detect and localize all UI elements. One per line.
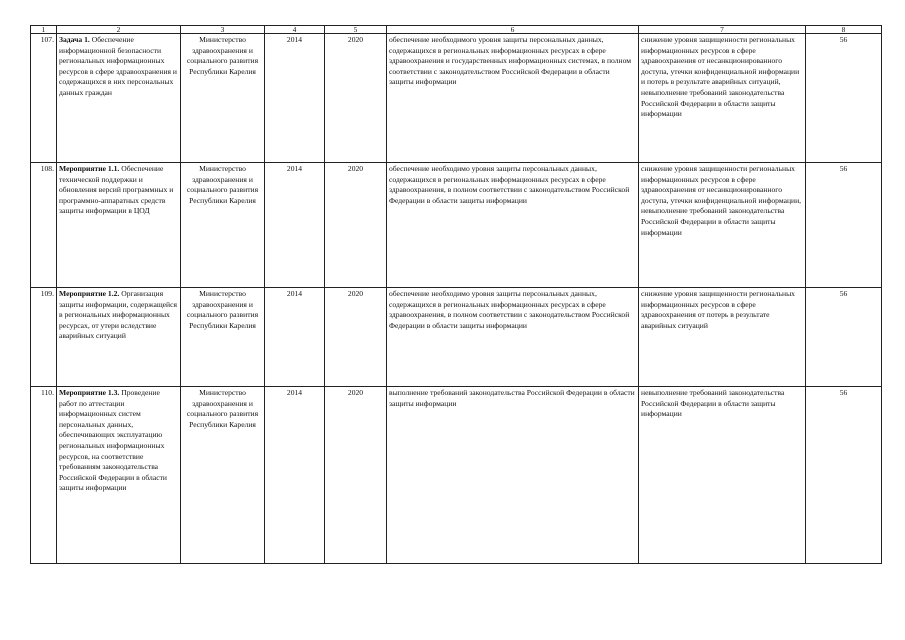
consequence-cell: невыполнение требований законодательства Российской Федерации в области защиты информации <box>639 387 806 564</box>
column-number: 8 <box>806 26 882 34</box>
start-year-cell: 2014 <box>265 387 325 564</box>
column-number: 4 <box>265 26 325 34</box>
table-row <box>31 387 882 564</box>
reference-cell: 56 <box>806 34 882 163</box>
reference-cell: 56 <box>806 163 882 288</box>
expected-result-cell: обеспечение необходимого уровня защиты персональных данных, содержащихся в региональных информационных ресурсах в сфере здравоохранения и государственных информационных системах, в полном соответствии с законодательством Российской Федерации в области защиты информации <box>387 34 639 163</box>
row-number: 110. <box>31 387 57 564</box>
measure-title: Мероприятие 1.2. <box>59 289 120 298</box>
expected-result-cell: выполнение требований законодательства Российской Федерации в области защиты информации <box>387 387 639 564</box>
executor-cell: Министерство здравоохранения и социального развития Республики Карелия <box>181 34 265 163</box>
measure-title: Мероприятие 1.1. <box>59 164 120 173</box>
measure-description: Обеспечение технической поддержки и обновления версий программных и программно-аппаратных средств защиты информации в ЦОД <box>59 164 174 216</box>
measure-description: Организация защиты информации, содержащейся в региональных информационных ресурсах, от утери вследствие аварийных ситуаций <box>59 289 177 341</box>
row-number: 108. <box>31 163 57 288</box>
measure-description: Проведение работ по аттестации информационных систем персональных данных, обеспечивающих эксплуатацию региональных информационных ресурсов, на соответствие требованиям законодательства Российской Федерации в области защиты информации <box>59 388 167 493</box>
end-year-cell: 2020 <box>325 34 387 163</box>
end-year-cell: 2020 <box>325 163 387 288</box>
column-number: 6 <box>387 26 639 34</box>
measure-name-cell <box>57 387 181 564</box>
column-number: 7 <box>639 26 806 34</box>
start-year-cell: 2014 <box>265 34 325 163</box>
column-number: 3 <box>181 26 265 34</box>
measure-description: Обеспечение информационной безопасности региональных информационных ресурсов в сфере здравоохранения и содержащихся в них персональных данных граждан <box>59 35 177 97</box>
column-number: 2 <box>57 26 181 34</box>
measure-title: Задача 1. <box>59 35 90 44</box>
reference-cell: 56 <box>806 387 882 564</box>
table-row <box>31 163 882 288</box>
column-number: 1 <box>31 26 57 34</box>
program-table <box>30 25 882 564</box>
start-year-cell: 2014 <box>265 163 325 288</box>
measure-name-cell <box>57 163 181 288</box>
expected-result-cell: обеспечение необходимо уровня защиты персональных данных, содержащихся в региональных информационных ресурсах в сфере здравоохранения, в полном соответствии с законодательством Российской Федерации в области защиты информации <box>387 288 639 387</box>
executor-cell: Министерство здравоохранения и социального развития Республики Карелия <box>181 288 265 387</box>
executor-cell: Министерство здравоохранения и социального развития Республики Карелия <box>181 387 265 564</box>
column-number-header <box>31 26 882 34</box>
end-year-cell: 2020 <box>325 387 387 564</box>
table-row <box>31 288 882 387</box>
table-row <box>31 34 882 163</box>
measure-title: Мероприятие 1.3. <box>59 388 120 397</box>
start-year-cell: 2014 <box>265 288 325 387</box>
consequence-cell: снижение уровня защищенности региональных информационных ресурсов в сфере здравоохранения от несанкционированного доступа, утечки конфиденциальной информации, невыполнение требований законодательства Российской Федерации в области защиты информации <box>639 163 806 288</box>
reference-cell: 56 <box>806 288 882 387</box>
row-number: 107. <box>31 34 57 163</box>
consequence-cell: снижение уровня защищенности региональных информационных ресурсов в сфере здравоохранения от потерь в результате аварийных ситуаций <box>639 288 806 387</box>
expected-result-cell: обеспечение необходимо уровня защиты персональных данных, содержащихся в региональных информационных ресурсах в сфере здравоохранения, в полном соответствии с законодательством Российской Федерации в области защиты информации <box>387 163 639 288</box>
column-number: 5 <box>325 26 387 34</box>
row-number: 109. <box>31 288 57 387</box>
executor-cell: Министерство здравоохранения и социального развития Республики Карелия <box>181 163 265 288</box>
measure-name-cell <box>57 34 181 163</box>
end-year-cell: 2020 <box>325 288 387 387</box>
consequence-cell: снижение уровня защищенности региональных информационных ресурсов в сфере здравоохранения от несанкционированного доступа, утечки конфиденциальной информации и потерь в результате аварийных ситуаций, невыполнение требований законодательства Российской Федерации в области защиты информации <box>639 34 806 163</box>
measure-name-cell <box>57 288 181 387</box>
